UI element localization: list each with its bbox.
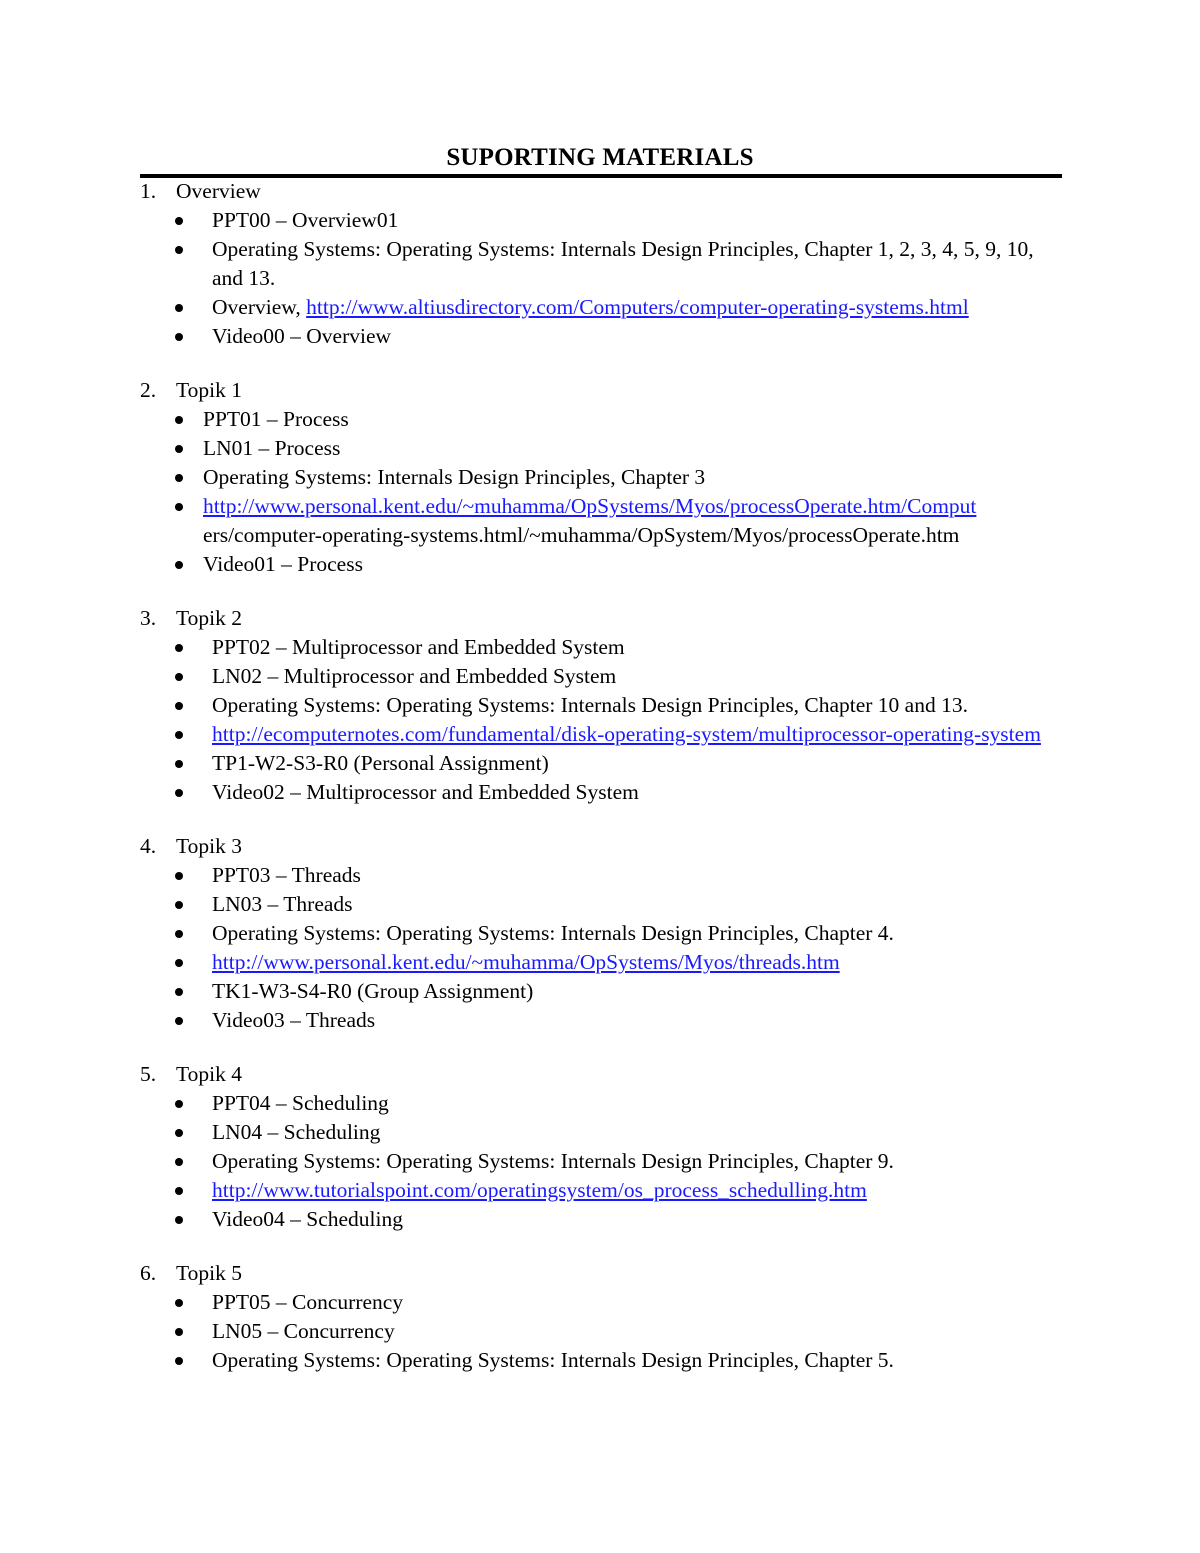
list-item <box>0 322 1200 351</box>
section-topik-3 <box>0 832 1200 1035</box>
section-heading <box>0 604 1200 633</box>
bullet-icon <box>175 930 183 938</box>
bullet-icon <box>175 901 183 909</box>
item-text: LN03 – Threads <box>212 892 353 916</box>
bullet-icon <box>175 246 183 254</box>
resource-link[interactable]: http://ecomputernotes.com/fundamental/disk-operating-system/multiprocessor-operating-system <box>212 722 1041 746</box>
list-item <box>0 1147 1200 1176</box>
section-heading <box>0 1060 1200 1089</box>
list-item <box>0 1317 1200 1346</box>
list-item <box>0 1346 1200 1375</box>
list-item <box>0 720 1200 749</box>
item-text: PPT00 – Overview01 <box>212 208 399 232</box>
bullet-icon <box>175 1100 183 1108</box>
bullet-icon <box>175 1017 183 1025</box>
bullet-icon <box>175 1328 183 1336</box>
item-text: LN04 – Scheduling <box>212 1120 381 1144</box>
page-title: SUPORTING MATERIALS <box>446 144 754 171</box>
item-text: Operating Systems: Internals Design Principles, Chapter 3 <box>203 465 706 489</box>
resource-link[interactable]: http://www.personal.kent.edu/~muhamma/OpSystems/Myos/threads.htm <box>212 950 840 974</box>
section-title: Topik 2 <box>176 606 242 630</box>
list-item <box>0 691 1200 720</box>
resource-link[interactable]: http://www.tutorialspoint.com/operatingsystem/os_process_schedulling.htm <box>212 1178 867 1202</box>
list-item <box>0 977 1200 1006</box>
bullet-icon <box>175 304 183 312</box>
bullet-icon <box>175 644 183 652</box>
bullet-icon <box>175 702 183 710</box>
bullet-icon <box>175 561 183 569</box>
list-item <box>0 1288 1200 1317</box>
bullet-icon <box>175 872 183 880</box>
item-text: Operating Systems: Operating Systems: Internals Design Principles, Chapter 5. <box>212 1348 894 1372</box>
bullet-icon <box>175 988 183 996</box>
item-text: PPT03 – Threads <box>212 863 361 887</box>
bullet-icon <box>175 445 183 453</box>
list-item <box>0 405 1200 434</box>
list-item <box>0 235 1200 293</box>
section-overview <box>0 177 1200 351</box>
section-heading <box>0 177 1200 206</box>
list-item <box>0 1118 1200 1147</box>
item-text: PPT02 – Multiprocessor and Embedded System <box>212 635 625 659</box>
section-number: 2. <box>140 378 157 402</box>
bullet-icon <box>175 474 183 482</box>
item-text: Operating Systems: Operating Systems: Internals Design Principles, Chapter 4. <box>212 921 894 945</box>
bullet-icon <box>175 1357 183 1365</box>
bullet-icon <box>175 1129 183 1137</box>
section-topik-4 <box>0 1060 1200 1234</box>
list-item <box>0 749 1200 778</box>
section-heading <box>0 376 1200 405</box>
section-title: Topik 5 <box>176 1261 242 1285</box>
list-item <box>0 293 1200 322</box>
item-text: LN02 – Multiprocessor and Embedded System <box>212 664 617 688</box>
section-number: 4. <box>140 834 157 858</box>
item-text: Operating Systems: Operating Systems: Internals Design Principles, Chapter 10 and 13. <box>212 693 968 717</box>
section-heading <box>0 832 1200 861</box>
section-topik-5 <box>0 1259 1200 1375</box>
item-text: Video04 – Scheduling <box>212 1207 403 1231</box>
item-text: LN01 – Process <box>203 436 341 460</box>
list-item <box>0 1205 1200 1234</box>
list-item <box>0 463 1200 492</box>
section-number: 1. <box>140 179 157 203</box>
section-title: Topik 1 <box>176 378 242 402</box>
list-item <box>0 662 1200 691</box>
list-item <box>0 1089 1200 1118</box>
resource-link[interactable]: http://www.altiusdirectory.com/Computers/computer-operating-systems.html <box>306 295 969 319</box>
item-text: TP1-W2-S3-R0 (Personal Assignment) <box>212 751 549 775</box>
item-text: PPT01 – Process <box>203 407 349 431</box>
section-number: 5. <box>140 1062 157 1086</box>
item-text: TK1-W3-S4-R0 (Group Assignment) <box>212 979 534 1003</box>
list-item <box>0 1176 1200 1205</box>
list-item <box>0 206 1200 235</box>
bullet-icon <box>175 789 183 797</box>
resource-link[interactable]: http://www.personal.kent.edu/~muhamma/OpSystems/Myos/processOperate.htm/Comput <box>203 494 977 518</box>
section-title: Topik 4 <box>176 1062 242 1086</box>
section-heading <box>0 1259 1200 1288</box>
section-topik-1 <box>0 376 1200 579</box>
bullet-icon <box>175 1216 183 1224</box>
bullet-icon <box>175 416 183 424</box>
item-text: LN05 – Concurrency <box>212 1319 395 1343</box>
list-item <box>0 948 1200 977</box>
bullet-icon <box>175 333 183 341</box>
bullet-icon <box>175 760 183 768</box>
bullet-icon <box>175 1187 183 1195</box>
sections-list <box>0 177 1200 1400</box>
section-number: 3. <box>140 606 157 630</box>
bullet-icon <box>175 731 183 739</box>
bullet-icon <box>175 959 183 967</box>
item-text: Video02 – Multiprocessor and Embedded System <box>212 780 639 804</box>
bullet-icon <box>175 673 183 681</box>
list-item <box>0 919 1200 948</box>
bullet-icon <box>175 503 183 511</box>
section-title: Overview <box>176 179 261 203</box>
item-text: PPT05 – Concurrency <box>212 1290 404 1314</box>
item-prefix: Overview, <box>212 295 307 319</box>
section-topik-2 <box>0 604 1200 807</box>
list-item <box>0 1006 1200 1035</box>
list-item <box>0 633 1200 662</box>
bullet-icon <box>175 217 183 225</box>
item-text: Video00 – Overview <box>212 324 392 348</box>
list-item <box>0 550 1200 579</box>
bullet-icon <box>175 1158 183 1166</box>
section-title: Topik 3 <box>176 834 242 858</box>
item-text: PPT04 – Scheduling <box>212 1091 389 1115</box>
list-item <box>0 492 1200 550</box>
bullet-icon <box>175 1299 183 1307</box>
item-text: Video03 – Threads <box>212 1008 376 1032</box>
list-item <box>0 861 1200 890</box>
list-item <box>0 890 1200 919</box>
item-text: Video01 – Process <box>203 552 363 576</box>
list-item <box>0 434 1200 463</box>
item-text: Operating Systems: Operating Systems: Internals Design Principles, Chapter 1, 2, 3, 4, 5, 9, 10, and 13. <box>212 237 1034 290</box>
item-text: Operating Systems: Operating Systems: Internals Design Principles, Chapter 9. <box>212 1149 894 1173</box>
list-item <box>0 778 1200 807</box>
item-suffix: ers/computer-operating-systems.html/~muhamma/OpSystem/Myos/processOperate.htm <box>203 523 960 547</box>
section-number: 6. <box>140 1261 157 1285</box>
